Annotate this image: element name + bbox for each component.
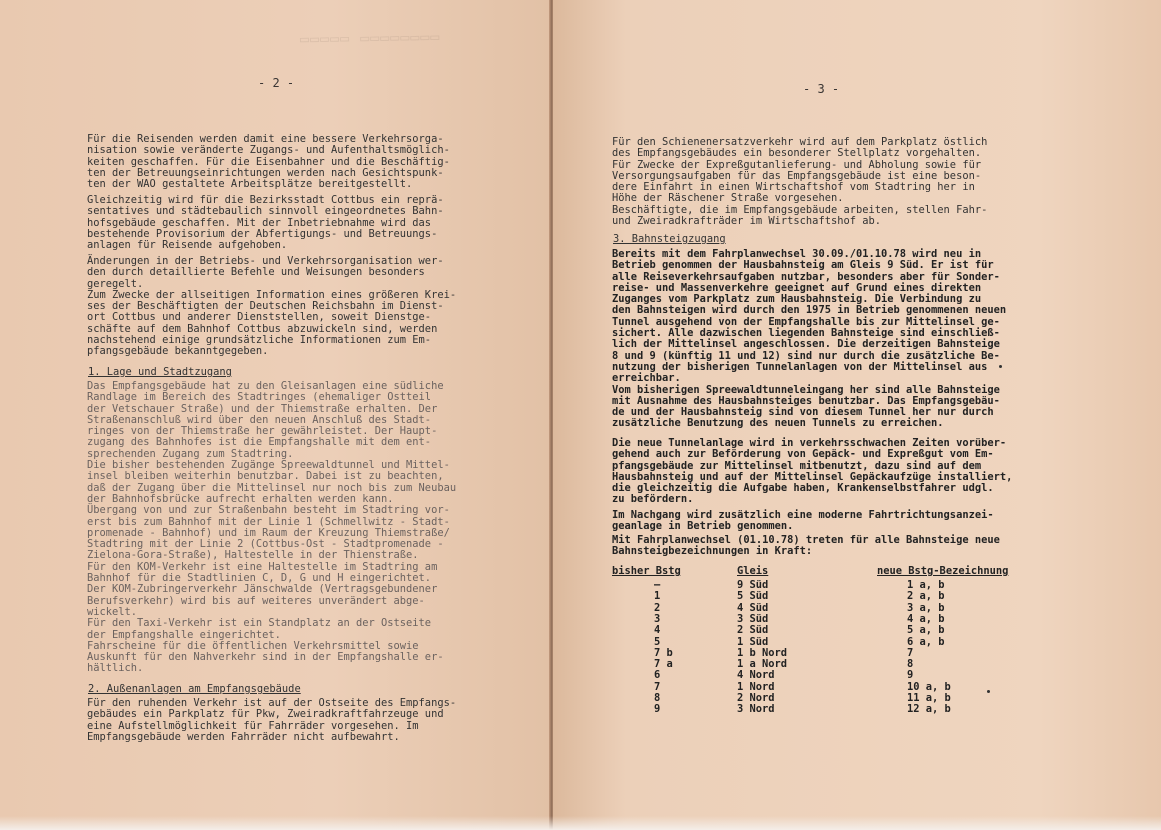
cell-gleis: 3 Nord [737, 703, 775, 716]
cell-neue-bezeichnung: 1 a, b [907, 579, 945, 591]
cell-gleis: 4 Süd [737, 601, 769, 614]
faded-stamp-mark: ▭▭▭▭▭ ▭▭▭▭▭▭▭▭ [299, 27, 441, 49]
table-header-gleis: Gleis [737, 565, 769, 577]
heading-lage-und-stadtzugang: 1. Lage und Stadtzugang [88, 366, 232, 378]
section-lage-und-stadtzugang: Das Empfangsgebäude hat zu den Gleisanlagen eine südliche Randlage im Bereich des Stadtringes (ehemaliger Ostteil der Vetschauer Straße) und der Thiemstraße erhalten. Der Straßenanschluß wird über den neuen Anschluß des Stadt- ringes von der Thiemstraße her gewährleistet. Der Haupt- zugang des Bahnhofes ist die Empfangshalle mit dem ent- sprechenden Zugang zum Stadtring. Die bisher bestehenden Zugänge Spreewaldtunnel und Mittel- insel bleiben weiterhin benutzbar. Dabei ist zu beachten, daß der Zugang über die Mittelinsel nur noch bis zum Neubau der Bahnhofsbrücke aufrecht erhalten werden kann. Übergang von und zur Straßenbahn besteht im Stadtring vor- erst bis zum Bahnhof mit der Linie 1 (Schmellwitz - Stadt- promenade - Bahnhof) und im Raum der Kreuzung Thiemstraße/ Stadtring mit der Linie 2 (Cottbus-Ost - Stadtpromenade - Zielona-Gora-Straße), Haltestelle in der Thienstraße. Für den KOM-Verkehr ist eine Haltestelle im Stadtring am Bahnhof für die Stadtlinien C, D, G und H eingerichtet. Der KOM-Zubringerverkehr Jänschwalde (Vertragsgebundener Berufsverkehr) wird bis auf weiteres unverändert abge- wickelt. Für den Taxi-Verkehr ist ein Standplatz an der Ostseite der Empfangshalle eingerichtet. Fahrscheine für die öffentlichen Verkehrsmittel sowie Auskunft für den Nahverkehr sind in der Empfangshalle er- hältlich. [87, 380, 457, 675]
cell-gleis: 2 Nord [737, 692, 775, 704]
cell-bisher-bstg: 7 b [654, 646, 673, 659]
page-number-right: - 3 - [803, 82, 840, 96]
cell-bisher-bstg: 7 a [654, 658, 673, 671]
bottom-edge [0, 816, 1161, 830]
table-header-neu: neue Bstg-Bezeichnung [877, 565, 1009, 577]
table-row [612, 647, 1032, 658]
table-row [612, 703, 1032, 714]
cell-gleis: 1 b Nord [737, 646, 788, 659]
cell-gleis: 3 Süd [737, 612, 769, 625]
table-row [612, 602, 1032, 613]
cell-bisher-bstg: 4 [654, 624, 661, 637]
cell-neue-bezeichnung: 9 [907, 669, 914, 682]
bahnsteig-table [612, 565, 1032, 725]
cell-gleis: 1 a Nord [737, 658, 788, 671]
document-page-right [553, 0, 1161, 830]
section-bahnsteigzugang: Bereits mit dem Fahrplanwechsel 30.09./01.10.78 wird neu in Betrieb genommen der Hausbahnsteig am Gleis 9 Süd. Er ist für alle Reiseverkehrsaufgaben nutzbar, besonders aber für Sonder- reise- und Massenverkehre geeignet auf Grund eines direkten Zuganges vom Parkplatz zum Hausbahnsteig. Die Verbindung zu den Bahnsteigen wird durch den 1975 in Betrieb genommenen neuen Tunnel ausgehend von der Empfangshalle bis zur Mittelinsel ge- sichert. Alle dazwischen liegenden Bahnsteige sind einschließ- lich der Mittelinsel angeschlossen. Die derzeitigen Bahnsteige 8 und 9 (künftig 11 und 12) sind nur durch die zusätzliche Be- nutzung der bisherigen Tunnelanlagen von der Mittelinsel aus erreichbar. Vom bisherigen Spreewaldtunneleingang her sind alle Bahnsteige mit Ausnahme des Hausbahnsteiges benutzbar. Das Empfangsgebäu- de und der Hausbahnsteig sind von diesem Tunnel her nur durch zusätzliche Benutzung des neuen Tunnels zu erreichen. [612, 248, 1007, 430]
cell-neue-bezeichnung: 7 [907, 646, 914, 659]
cell-neue-bezeichnung: 8 [907, 658, 914, 671]
cell-neue-bezeichnung: 6 a, b [907, 635, 945, 648]
paragraph-intro: Für die Reisenden werden damit eine bessere Verkehrsorga- nisation sowie veränderte Zugangs- und Aufenthaltsmöglich- keiten geschaffen. Für die Eisenbahner und die Beschäftig- ten der Betreuungseinrichtungen werden nach Gesichtspunk- ten der WAO gestaltete Arbeitsplätze bereitgestellt. [87, 133, 450, 191]
cell-bisher-bstg: 2 [654, 601, 661, 614]
table-row [612, 692, 1032, 703]
table-row [612, 624, 1032, 635]
cell-neue-bezeichnung: 2 a, b [907, 590, 945, 603]
ink-dot [999, 365, 1002, 368]
paragraph-organisation: Änderungen in der Betriebs- und Verkehrsorganisation wer- den durch detaillierte Befehle und Weisungen besonders geregelt. Zum Zwecke der allseitigen Information eines größeren Krei- ses der Beschäftigten der Deutschen Reichsbahn im Dienst- ort Cottbus und anderer Dienststellen, soweit Dienstge- schäfte auf dem Bahnhof Cottbus abzuwickeln sind, werden nachstehend einige grundsätzliche Informationen zum Em- pfangsgebäude bekanntgegeben. [87, 255, 457, 358]
table-row [612, 613, 1032, 624]
cell-neue-bezeichnung: 11 a, b [907, 692, 951, 704]
cell-bisher-bstg: 5 [654, 635, 661, 648]
table-row [612, 590, 1032, 601]
cell-neue-bezeichnung: 10 a, b [907, 680, 951, 693]
heading-bahnsteigzugang: 3. Bahnsteigzugang [613, 233, 726, 245]
cell-bisher-bstg: 3 [654, 612, 661, 625]
paragraph-schienenersatzverkehr: Für den Schienenersatzverkehr wird auf dem Parkplatz östlich des Empfangsgebäudes ein besonderer Stellplatz vorgehalten. Für Zwecke der Expreßgutanlieferung- und Abholung sowie für Versorgungsaufgaben für das Empfangsgebäude ist eine beson- dere Einfahrt in einen Wirtschaftshof vom Stadtring her in Höhe der Räschener Straße vorgesehen. Beschäftigte, die im Empfangsgebäude arbeiten, stellen Fahr- und Zweiradkrafträder im Wirtschaftshof ab. [612, 136, 988, 228]
paragraph-fahrplanwechsel: Mit Fahrplanwechsel (01.10.78) treten für alle Bahnsteige neue Bahnsteigbezeichnungen in Kraft: [612, 534, 1000, 558]
table-header-bisher: bisher Bstg [612, 565, 681, 577]
cell-gleis: 9 Süd [737, 579, 769, 591]
ink-dot [987, 690, 990, 693]
cell-neue-bezeichnung: 3 a, b [907, 601, 945, 614]
paragraph-bezirksstadt: Gleichzeitig wird für die Bezirksstadt Cottbus ein reprä- sentatives und städtebaulich sinnvoll eingeordnetes Bahn- hofsgebäude geschaffen. Mit der Inbetriebnahme wird das bestehende Provisorium der Abfertigungs- und Betreuungs- anlagen für Reisende aufgehoben. [87, 194, 444, 252]
table-row [612, 681, 1032, 692]
heading-aussenanlagen: 2. Außenanlagen am Empfangsgebäude [88, 683, 301, 695]
paragraph-tunnelanlage: Die neue Tunnelanlage wird in verkehrsschwachen Zeiten vorüber- gehend auch zur Beförderung von Gepäck- und Expreßgut vom Em- pfangsgebäude zur Mittelinsel mitbenutzt, dazu sind auf dem Hausbahnsteig und auf der Mittelinsel Gepäckaufzüge installiert, die gleichzeitig die Aufgabe haben, Krankenselbstfahrer udgl. zu befördern. [612, 437, 1013, 506]
cell-gleis: 1 Nord [737, 680, 775, 693]
table-row [612, 636, 1032, 647]
cell-neue-bezeichnung: 5 a, b [907, 624, 945, 637]
cell-bisher-bstg: 1 [654, 590, 661, 603]
cell-bisher-bstg: – [654, 579, 661, 591]
cell-gleis: 2 Süd [737, 624, 769, 637]
cell-neue-bezeichnung: 12 a, b [907, 703, 951, 716]
table-row [612, 669, 1032, 680]
cell-bisher-bstg: 6 [654, 669, 661, 682]
page-number-left: - 2 - [258, 76, 295, 90]
cell-gleis: 4 Nord [737, 669, 775, 682]
paragraph-fahrtrichtungsanzeige: Im Nachgang wird zusätzlich eine moderne Fahrtrichtungsanzei- geanlage in Betrieb genommen. [612, 509, 994, 533]
cell-bisher-bstg: 9 [654, 703, 661, 716]
cell-neue-bezeichnung: 4 a, b [907, 612, 945, 625]
cell-bisher-bstg: 7 [654, 680, 661, 693]
cell-gleis: 1 Süd [737, 635, 769, 648]
table-row [612, 579, 1032, 590]
cell-gleis: 5 Süd [737, 590, 769, 603]
cell-bisher-bstg: 8 [654, 692, 661, 704]
table-row [612, 658, 1032, 669]
document-page-left [0, 0, 551, 830]
section-aussenanlagen: Für den ruhenden Verkehr ist auf der Ostseite des Empfangs- gebäudes ein Parkplatz für Pkw, Zweiradkraftfahrzeuge und eine Aufstellmöglichkeit für Fahrräder vorgesehen. Im Empfangsgebäude werden Fahrräder nicht aufbewahrt. [87, 697, 457, 743]
